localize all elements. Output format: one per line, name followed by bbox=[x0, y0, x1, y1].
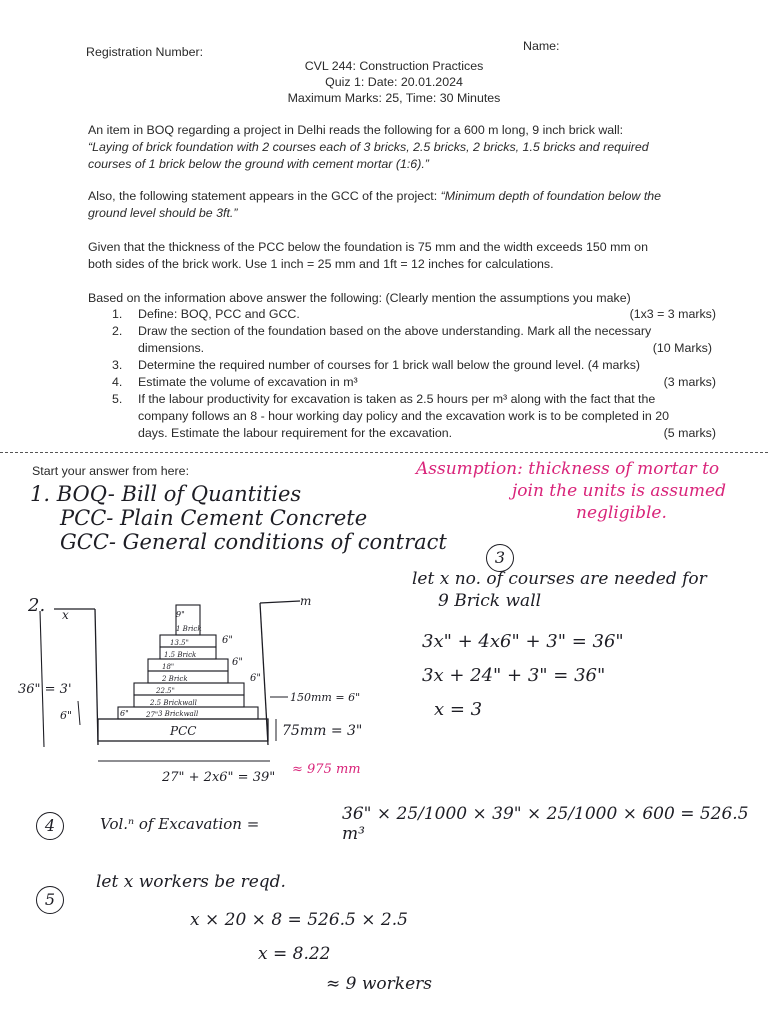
ground-level-left-mark: x bbox=[62, 608, 69, 622]
answer-2-number: 2. bbox=[28, 595, 46, 616]
quiz-date: Quiz 1: Date: 20.01.2024 bbox=[325, 75, 463, 89]
assumption-line-3: negligible. bbox=[576, 503, 667, 523]
bottom-offset-label: 6" bbox=[120, 709, 129, 718]
question-para-4: Based on the information above answer the following: (Clearly mention the assumptions you make) bbox=[88, 291, 631, 305]
course-name-5: 3 Brickwall bbox=[158, 710, 199, 718]
answer-3-eq-1: 3x" + 4x6" + 3" = 36" bbox=[422, 631, 624, 652]
question-item-number: 4. bbox=[112, 375, 123, 389]
question-list bbox=[88, 306, 716, 442]
course-width-3: 22.5" bbox=[156, 687, 175, 695]
question-item-4 bbox=[88, 374, 716, 391]
depth-total-label: 36" = 3' bbox=[18, 682, 72, 697]
answer-1 bbox=[30, 482, 447, 554]
answer-start-label: Start your answer from here: bbox=[32, 464, 190, 478]
question-item-5-line bbox=[88, 425, 716, 442]
course-height-1: 6" bbox=[222, 635, 233, 646]
course-height-3: 6" bbox=[250, 673, 261, 684]
para2-line-c: ground level should be 3ft.” bbox=[88, 206, 238, 220]
question-item-2-line bbox=[88, 323, 716, 340]
answer-3-line-1: let x no. of courses are needed for bbox=[412, 569, 707, 589]
answer-3-eq-2: 3x + 24" + 3" = 36" bbox=[422, 665, 606, 686]
question-item-text: days. Estimate the labour requirement for the excavation. bbox=[138, 426, 453, 440]
para2-line-a: Also, the following statement appears in the GCC of the project: bbox=[88, 189, 441, 203]
assumption-note bbox=[416, 458, 726, 524]
answer-1-boq: 1. BOQ- Bill of Quantities bbox=[30, 482, 302, 506]
max-marks: Maximum Marks: 25, Time: 30 Minutes bbox=[287, 91, 501, 105]
para3-line-a: Given that the thickness of the PCC below the foundation is 75 mm and the width exceeds 150 mm on bbox=[88, 240, 648, 254]
course-name-3: 2 Brick bbox=[162, 675, 188, 683]
answer-5-line-4: ≈ 9 workers bbox=[326, 974, 432, 994]
question-item-5-line bbox=[88, 408, 716, 425]
answer-4-label: Vol.ⁿ of Excavation = bbox=[100, 815, 260, 833]
question-item-text: Define: BOQ, PCC and GCC. bbox=[138, 307, 300, 321]
registration-label: Registration Number: bbox=[86, 45, 204, 59]
question-item-3-line bbox=[88, 357, 716, 374]
question-item-marks: (3 marks) bbox=[663, 375, 716, 389]
offset-150mm-label: 150mm = 6" bbox=[290, 691, 361, 704]
answer-3-result: x = 3 bbox=[434, 699, 483, 720]
foundation-section-diagram bbox=[0, 585, 400, 785]
assumption-line-1: Assumption: thickness of mortar to bbox=[416, 459, 720, 479]
question-item-4-line bbox=[88, 374, 716, 391]
ground-level-right-mark: m bbox=[300, 594, 312, 608]
pcc-label: PCC bbox=[170, 724, 197, 738]
question-item-number: 3. bbox=[112, 358, 123, 372]
course-name-4: 2.5 Brickwall bbox=[150, 699, 197, 707]
question-item-number: 5. bbox=[112, 392, 123, 406]
course-width-4: 27" bbox=[146, 711, 159, 719]
answer-3 bbox=[412, 568, 707, 612]
pcc-thickness-label: 75mm = 3" bbox=[282, 723, 363, 739]
question-para-2 bbox=[88, 188, 728, 222]
question-item-marks: (5 marks) bbox=[663, 426, 716, 440]
assumption-line-2: join the units is assumed bbox=[512, 481, 726, 501]
answer-5-line-3: x = 8.22 bbox=[258, 944, 331, 964]
course-width-2: 18" bbox=[162, 663, 175, 671]
top-width-label: 9" bbox=[176, 610, 185, 619]
name-label: Name: bbox=[523, 39, 560, 53]
answer-1-gcc: GCC- General conditions of contract bbox=[60, 530, 447, 554]
answer-5-line-2: x × 20 × 8 = 526.5 × 2.5 bbox=[190, 910, 408, 930]
question-item-text: company follows an 8 - hour working day policy and the excavation work is to be completed in 20 bbox=[138, 409, 670, 423]
answer-5-line-1: let x workers be reqd. bbox=[96, 872, 286, 892]
question-item-5-line bbox=[88, 391, 716, 408]
para1-line-a: An item in BOQ regarding a project in Delhi reads the following for a 600 m long, 9 inch brick wall: bbox=[88, 123, 624, 137]
question-item-text: dimensions. bbox=[138, 341, 205, 355]
question-item-text: Estimate the volume of excavation in m³ bbox=[138, 375, 358, 389]
para3-line-b: both sides of the brick work. Use 1 inch = 25 mm and 1ft = 12 inches for calculations. bbox=[88, 257, 554, 271]
para2-line-b: “Minimum depth of foundation below the bbox=[440, 189, 662, 203]
question-item-number: 2. bbox=[112, 324, 123, 338]
width-mm-label: ≈ 975 mm bbox=[292, 762, 361, 777]
answer-3-line-2: 9 Brick wall bbox=[438, 591, 542, 611]
width-calc-label: 27" + 2x6" = 39" bbox=[162, 770, 276, 785]
depth-brick-label: 6" bbox=[60, 709, 73, 722]
para1-line-b: “Laying of brick foundation with 2 courses each of 3 bricks, 2.5 bricks, 2 bricks, 1.5 bricks and required bbox=[88, 140, 649, 154]
question-item-number: 1. bbox=[112, 307, 123, 321]
question-para-1 bbox=[88, 122, 728, 173]
answer-4-expression: 36" × 25/1000 × 39" × 25/1000 × 600 = 526.5 m³ bbox=[342, 804, 749, 844]
answer-divider bbox=[0, 452, 768, 454]
question-item-1-line bbox=[88, 306, 716, 323]
question-item-text: Draw the section of the foundation based on the above understanding. Mark all the necessary bbox=[138, 324, 652, 338]
answer-3-number: 3 bbox=[486, 544, 514, 572]
question-item-5 bbox=[88, 391, 716, 442]
question-item-marks: (1x3 = 3 marks) bbox=[629, 307, 716, 321]
course-height-2: 6" bbox=[232, 657, 243, 668]
question-item-3 bbox=[88, 357, 716, 374]
answer-1-pcc: PCC- Plain Cement Concrete bbox=[60, 506, 368, 530]
question-item-1 bbox=[88, 306, 716, 323]
answer-4-number: 4 bbox=[36, 812, 64, 840]
course-name-2: 1.5 Brick bbox=[164, 651, 197, 659]
question-item-2 bbox=[88, 323, 716, 357]
para1-line-c: courses of 1 brick below the ground with cement mortar (1:6).” bbox=[88, 157, 429, 171]
question-para-3 bbox=[88, 239, 728, 273]
question-item-text: If the labour productivity for excavation is taken as 2.5 hours per m³ along with the fact that the bbox=[138, 392, 656, 406]
question-item-text: Determine the required number of courses for 1 brick wall below the ground level. (4 marks) bbox=[138, 358, 641, 372]
answer-3-working bbox=[422, 630, 624, 722]
course-name-1: 1 Brick bbox=[176, 625, 202, 633]
question-item-2-line bbox=[88, 340, 716, 357]
course-width-1: 13.5" bbox=[170, 639, 189, 647]
question-item-marks: (10 Marks) bbox=[652, 341, 712, 355]
course-title: CVL 244: Construction Practices bbox=[304, 59, 484, 73]
answer-5-number: 5 bbox=[36, 886, 64, 914]
